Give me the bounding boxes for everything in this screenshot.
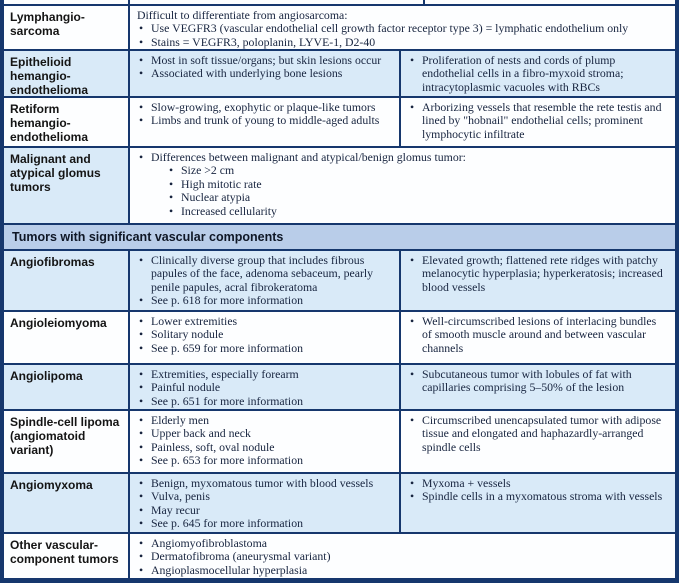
row-epithelioid-hemangioendothelioma bbox=[4, 51, 675, 96]
top-edge-segment bbox=[4, 0, 128, 4]
bullet-list bbox=[407, 101, 669, 141]
row-spindle-cell-lipoma bbox=[4, 411, 675, 472]
row-label: Epithelioid hemangio-endothelioma bbox=[4, 51, 128, 96]
bullet-item: • Clinically diverse group that includes fibrous papules of the face, adenoma sebaceum, pearly penile papules, acral fibrokeratoma bbox=[136, 254, 393, 294]
row-clinical-cell bbox=[130, 474, 399, 532]
row-histology-cell bbox=[401, 411, 675, 472]
bullet-item: • Associated with underlying bone lesions bbox=[136, 67, 393, 80]
row-angiolipoma bbox=[4, 365, 675, 409]
row-histology-cell bbox=[401, 251, 675, 310]
bullet-item: • Lower extremities bbox=[136, 315, 393, 328]
bullet-list bbox=[407, 254, 669, 294]
bullet-item: • Angiomyofibroblastoma bbox=[136, 537, 669, 550]
bullet-item: • See p. 653 for more information bbox=[136, 454, 393, 467]
sub-bullet-list bbox=[166, 164, 669, 218]
sub-bullet-item: • Size >2 cm bbox=[166, 164, 669, 177]
bullet-item: • Most in soft tissue/organs; but skin lesions occur bbox=[136, 54, 393, 67]
bullet-list bbox=[407, 54, 669, 94]
sub-bullet-item: • Increased cellularity bbox=[166, 205, 669, 218]
bullet-item: • Arborizing vessels that resemble the rete testis and lined by "hobnail" endothelial cells; prominent lymphocytic infiltrate bbox=[407, 101, 669, 141]
row-angioleiomyoma bbox=[4, 312, 675, 363]
bullet-item: • See p. 659 for more information bbox=[136, 342, 393, 355]
row-label: Angioleiomyoma bbox=[4, 312, 128, 363]
bullet-item: • Upper back and neck bbox=[136, 427, 393, 440]
bullet-list bbox=[407, 368, 669, 395]
row-content bbox=[130, 6, 675, 49]
row-histology-cell bbox=[401, 98, 675, 146]
bullet-item: • See p. 651 for more information bbox=[136, 395, 393, 408]
row-label: Angiofibromas bbox=[4, 251, 128, 310]
bullet-list bbox=[407, 414, 669, 454]
section-header: Tumors with significant vascular components bbox=[4, 225, 675, 249]
bullet-list bbox=[136, 101, 393, 128]
row-label: Angiomyxoma bbox=[4, 474, 128, 532]
bullet-list bbox=[136, 22, 669, 49]
bullet-item: • Subcutaneous tumor with lobules of fat with capillaries comprising 5–50% of the lesion bbox=[407, 368, 669, 395]
row-label: Other vascular-component tumors bbox=[4, 534, 128, 578]
bullet-item: • Limbs and trunk of young to middle-aged adults bbox=[136, 114, 393, 127]
bullet-item: • Stains = VEGFR3, poloplanin, LYVE-1, D2-40 bbox=[136, 36, 669, 49]
row-clinical-cell bbox=[130, 365, 399, 409]
bullet-item: • Spindle cells in a myxomatous stroma with vessels bbox=[407, 490, 669, 503]
bullet-item: • Elevated growth; flattened rete ridges with patchy melanocytic hyperplasia; hyperkeratosis; increased blood vessels bbox=[407, 254, 669, 294]
bullet-list bbox=[136, 537, 669, 577]
bullet-item: • Vulva, penis bbox=[136, 490, 393, 503]
row-retiform-hemangioendothelioma bbox=[4, 98, 675, 146]
bullet-item: • Solitary nodule bbox=[136, 328, 393, 341]
bullet-list bbox=[136, 315, 393, 355]
bullet-list bbox=[136, 368, 393, 408]
top-edge-segment bbox=[130, 0, 423, 4]
top-edge-segment bbox=[425, 0, 675, 4]
bullet-list bbox=[136, 414, 393, 468]
bullet-item: • Proliferation of nests and cords of plump endothelial cells in a fibro-myxoid stroma; intracytoplasmic vacuoles with RBCs bbox=[407, 54, 669, 94]
bullet-item: • Elderly men bbox=[136, 414, 393, 427]
section-header-row bbox=[4, 225, 675, 249]
row-other-vascular-component-tumors bbox=[4, 534, 675, 578]
bullet-item: • Extremities, especially forearm bbox=[136, 368, 393, 381]
row-histology-cell bbox=[401, 312, 675, 363]
bullet-item: • May recur bbox=[136, 504, 393, 517]
row-clinical-cell bbox=[130, 411, 399, 472]
table-top-edge bbox=[4, 0, 675, 4]
intro-text: Difficult to differentiate from angiosarcoma: bbox=[137, 8, 348, 22]
row-histology-cell bbox=[401, 51, 675, 96]
bullet-item: • Angioplasmocellular hyperplasia bbox=[136, 564, 669, 577]
row-histology-cell bbox=[401, 365, 675, 409]
bullet-item: • Dermatofibroma (aneurysmal variant) bbox=[136, 550, 669, 563]
bullet-item: • See p. 645 for more information bbox=[136, 517, 393, 530]
bullet-list bbox=[136, 477, 393, 531]
bullet-item: • Use VEGFR3 (vascular endothelial cell growth factor receptor type 3) = lymphatic endothelium only bbox=[136, 22, 669, 35]
sub-bullet-item: • Nuclear atypia bbox=[166, 191, 669, 204]
row-malignant-atypical-glomus-tumors bbox=[4, 148, 675, 223]
row-label: Lymphangio-sarcoma bbox=[4, 6, 128, 49]
row-clinical-cell bbox=[130, 51, 399, 96]
bullet-item: • Circumscribed unencapsulated tumor with adipose tissue and elongated and haphazardly-arranged spindle cells bbox=[407, 414, 669, 454]
row-label: Retiform hemangio-endothelioma bbox=[4, 98, 128, 146]
bullet-item: • Slow-growing, exophytic or plaque-like tumors bbox=[136, 101, 393, 114]
bullet-list bbox=[136, 254, 393, 308]
row-angiomyxoma bbox=[4, 474, 675, 532]
bullet-list bbox=[407, 477, 669, 504]
row-label: Angiolipoma bbox=[4, 365, 128, 409]
row-label: Malignant and atypical glomus tumors bbox=[4, 148, 128, 223]
bullet-item: • Differences between malignant and atypical/benign glomus tumor: bbox=[136, 151, 669, 164]
row-clinical-cell bbox=[130, 251, 399, 310]
row-clinical-cell bbox=[130, 312, 399, 363]
sub-bullet-item: • High mitotic rate bbox=[166, 178, 669, 191]
bullet-item: • Benign, myxomatous tumor with blood vessels bbox=[136, 477, 393, 490]
bullet-list bbox=[407, 315, 669, 355]
row-content bbox=[130, 534, 675, 578]
bullet-item: • See p. 618 for more information bbox=[136, 294, 393, 307]
bullet-item: • Myxoma + vessels bbox=[407, 477, 669, 490]
bullet-list bbox=[136, 151, 669, 164]
bullet-item: • Painless, soft, oval nodule bbox=[136, 441, 393, 454]
bullet-list bbox=[136, 54, 393, 81]
row-label: Spindle-cell lipoma (angiomatoid variant) bbox=[4, 411, 128, 472]
bullet-item: • Well-circumscribed lesions of interlacing bundles of smooth muscle around and between vascular channels bbox=[407, 315, 669, 355]
row-content bbox=[130, 148, 675, 223]
row-histology-cell bbox=[401, 474, 675, 532]
bullet-item: • Painful nodule bbox=[136, 381, 393, 394]
row-clinical-cell bbox=[130, 98, 399, 146]
row-lymphangiosarcoma bbox=[4, 6, 675, 49]
row-angiofibromas bbox=[4, 251, 675, 310]
